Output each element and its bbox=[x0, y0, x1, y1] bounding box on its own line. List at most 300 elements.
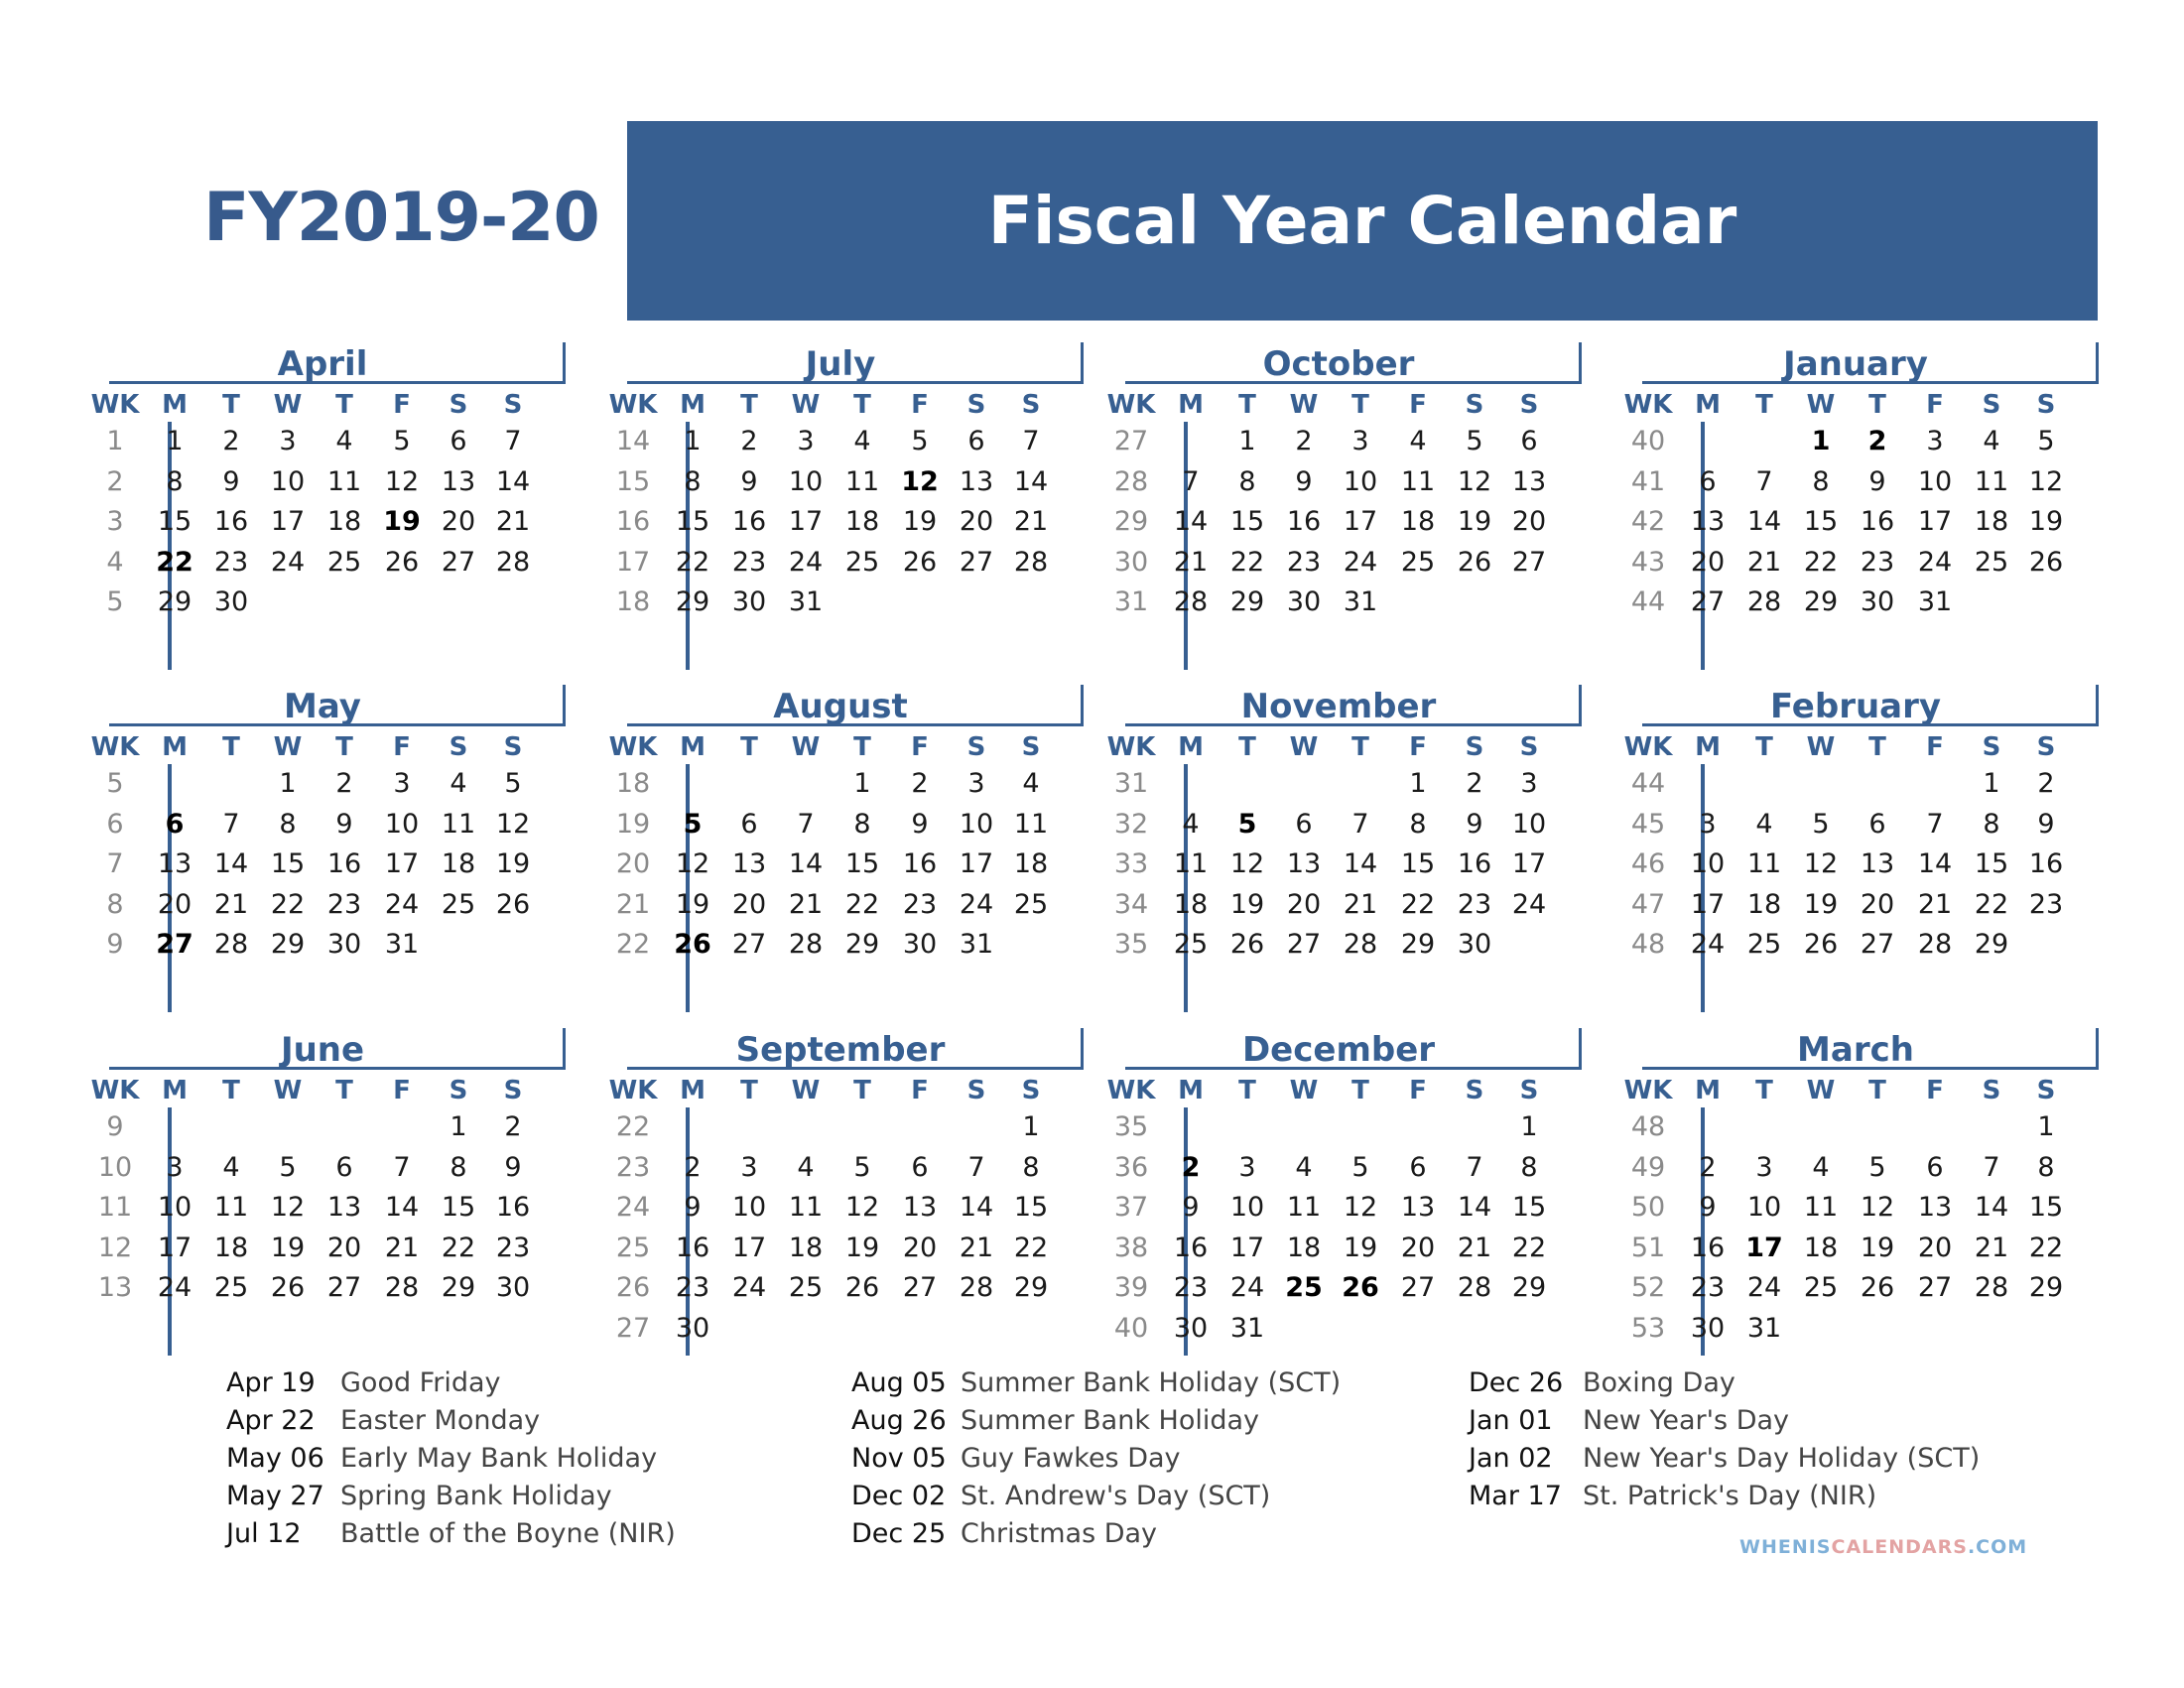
day-cell[interactable]: 9 bbox=[684, 1192, 702, 1223]
day-cell[interactable]: 24 bbox=[270, 546, 306, 578]
day-cell[interactable]: 28 bbox=[1013, 546, 1049, 578]
day-cell[interactable]: 14 bbox=[788, 848, 824, 879]
day-cell[interactable]: 2 bbox=[222, 426, 240, 456]
day-cell[interactable]: 23 bbox=[1860, 546, 1895, 578]
day-cell[interactable]: 12 bbox=[1457, 465, 1492, 497]
day-cell[interactable]: 4 bbox=[1022, 768, 1040, 799]
day-cell[interactable]: 26 bbox=[1342, 1272, 1379, 1303]
day-cell[interactable]: 28 bbox=[1343, 929, 1378, 960]
day-cell[interactable]: 8 bbox=[1238, 465, 1256, 497]
day-cell[interactable]: 26 bbox=[384, 546, 420, 578]
day-cell[interactable]: 28 bbox=[1746, 586, 1782, 617]
day-cell[interactable]: 22 bbox=[156, 546, 193, 578]
day-cell[interactable]: 20 bbox=[1860, 888, 1895, 920]
day-cell[interactable]: 14 bbox=[1173, 506, 1209, 537]
day-cell[interactable]: 7 bbox=[1182, 465, 1200, 497]
day-cell[interactable]: 24 bbox=[1511, 888, 1547, 920]
day-cell[interactable]: 17 bbox=[1690, 888, 1726, 920]
day-cell[interactable]: 19 bbox=[1229, 888, 1265, 920]
day-cell[interactable]: 18 bbox=[1974, 506, 2009, 537]
day-cell[interactable]: 7 bbox=[1351, 808, 1369, 840]
day-cell[interactable]: 26 bbox=[1860, 1272, 1895, 1303]
day-cell[interactable]: 11 bbox=[788, 1192, 824, 1223]
day-cell[interactable]: 29 bbox=[675, 586, 710, 617]
day-cell[interactable]: 14 bbox=[213, 848, 249, 879]
day-cell[interactable]: 6 bbox=[1926, 1151, 1944, 1183]
day-cell[interactable]: 9 bbox=[1868, 465, 1886, 497]
day-cell[interactable]: 8 bbox=[1520, 1151, 1538, 1183]
day-cell[interactable]: 15 bbox=[441, 1192, 476, 1223]
day-cell[interactable]: 16 bbox=[2028, 848, 2064, 879]
day-cell[interactable]: 22 bbox=[2028, 1232, 2064, 1263]
day-cell[interactable]: 6 bbox=[165, 808, 185, 840]
day-cell[interactable]: 13 bbox=[1690, 506, 1726, 537]
day-cell[interactable]: 8 bbox=[166, 465, 184, 497]
day-cell[interactable]: 15 bbox=[270, 848, 306, 879]
day-cell[interactable]: 10 bbox=[1690, 848, 1726, 879]
day-cell[interactable]: 28 bbox=[384, 1272, 420, 1303]
day-cell[interactable]: 23 bbox=[1286, 546, 1322, 578]
day-cell[interactable]: 3 bbox=[166, 1151, 184, 1183]
day-cell[interactable]: 18 bbox=[1013, 848, 1049, 879]
day-cell[interactable]: 19 bbox=[1803, 888, 1839, 920]
day-cell[interactable]: 6 bbox=[1295, 808, 1313, 840]
day-cell[interactable]: 18 bbox=[844, 506, 880, 537]
day-cell[interactable]: 5 bbox=[911, 426, 929, 456]
day-cell[interactable]: 11 bbox=[844, 465, 880, 497]
day-cell[interactable]: 3 bbox=[1699, 808, 1717, 840]
day-cell[interactable]: 8 bbox=[2037, 1151, 2055, 1183]
day-cell[interactable]: 6 bbox=[1409, 1151, 1427, 1183]
day-cell[interactable]: 3 bbox=[1351, 426, 1369, 456]
day-cell[interactable]: 13 bbox=[902, 1192, 938, 1223]
day-cell[interactable]: 24 bbox=[959, 888, 994, 920]
day-cell[interactable]: 30 bbox=[1173, 1312, 1209, 1344]
day-cell[interactable]: 5 bbox=[279, 1151, 297, 1183]
day-cell[interactable]: 14 bbox=[1343, 848, 1378, 879]
day-cell[interactable]: 29 bbox=[1974, 929, 2009, 960]
day-cell[interactable]: 28 bbox=[1457, 1272, 1492, 1303]
day-cell[interactable]: 9 bbox=[911, 808, 929, 840]
day-cell[interactable]: 31 bbox=[384, 929, 420, 960]
day-cell[interactable]: 17 bbox=[1917, 506, 1953, 537]
day-cell[interactable]: 7 bbox=[1755, 465, 1773, 497]
day-cell[interactable]: 17 bbox=[1511, 848, 1547, 879]
day-cell[interactable]: 29 bbox=[157, 586, 193, 617]
day-cell[interactable]: 24 bbox=[1917, 546, 1953, 578]
day-cell[interactable]: 19 bbox=[270, 1232, 306, 1263]
day-cell[interactable]: 13 bbox=[1511, 465, 1547, 497]
day-cell[interactable]: 7 bbox=[504, 426, 522, 456]
day-cell[interactable]: 10 bbox=[1746, 1192, 1782, 1223]
day-cell[interactable]: 30 bbox=[1690, 1312, 1726, 1344]
day-cell[interactable]: 1 bbox=[684, 426, 702, 456]
day-cell[interactable]: 5 bbox=[683, 808, 703, 840]
day-cell[interactable]: 8 bbox=[853, 808, 871, 840]
day-cell[interactable]: 7 bbox=[967, 1151, 985, 1183]
day-cell[interactable]: 6 bbox=[740, 808, 758, 840]
day-cell[interactable]: 11 bbox=[1400, 465, 1436, 497]
day-cell[interactable]: 25 bbox=[1746, 929, 1782, 960]
day-cell[interactable]: 1 bbox=[2037, 1111, 2055, 1142]
day-cell[interactable]: 19 bbox=[1457, 506, 1492, 537]
day-cell[interactable]: 15 bbox=[1511, 1192, 1547, 1223]
day-cell[interactable]: 27 bbox=[902, 1272, 938, 1303]
day-cell[interactable]: 9 bbox=[740, 465, 758, 497]
day-cell[interactable]: 27 bbox=[959, 546, 994, 578]
day-cell[interactable]: 27 bbox=[1286, 929, 1322, 960]
day-cell[interactable]: 19 bbox=[844, 1232, 880, 1263]
day-cell[interactable]: 26 bbox=[270, 1272, 306, 1303]
day-cell[interactable]: 29 bbox=[2028, 1272, 2064, 1303]
day-cell[interactable]: 9 bbox=[1466, 808, 1483, 840]
day-cell[interactable]: 10 bbox=[731, 1192, 767, 1223]
day-cell[interactable]: 15 bbox=[157, 506, 193, 537]
day-cell[interactable]: 6 bbox=[335, 1151, 353, 1183]
day-cell[interactable]: 2 bbox=[335, 768, 353, 799]
day-cell[interactable]: 12 bbox=[844, 1192, 880, 1223]
day-cell[interactable]: 18 bbox=[1803, 1232, 1839, 1263]
day-cell[interactable]: 29 bbox=[1229, 586, 1265, 617]
day-cell[interactable]: 17 bbox=[731, 1232, 767, 1263]
day-cell[interactable]: 21 bbox=[1746, 546, 1782, 578]
day-cell[interactable]: 11 bbox=[1746, 848, 1782, 879]
day-cell[interactable]: 11 bbox=[326, 465, 362, 497]
day-cell[interactable]: 27 bbox=[441, 546, 476, 578]
day-cell[interactable]: 26 bbox=[674, 929, 711, 960]
day-cell[interactable]: 31 bbox=[1229, 1312, 1265, 1344]
day-cell[interactable]: 18 bbox=[1400, 506, 1436, 537]
day-cell[interactable]: 10 bbox=[1511, 808, 1547, 840]
day-cell[interactable]: 29 bbox=[1511, 1272, 1547, 1303]
day-cell[interactable]: 26 bbox=[1457, 546, 1492, 578]
day-cell[interactable]: 18 bbox=[1286, 1232, 1322, 1263]
day-cell[interactable]: 10 bbox=[1917, 465, 1953, 497]
day-cell[interactable]: 21 bbox=[384, 1232, 420, 1263]
day-cell[interactable]: 2 bbox=[504, 1111, 522, 1142]
day-cell[interactable]: 9 bbox=[222, 465, 240, 497]
day-cell[interactable]: 21 bbox=[788, 888, 824, 920]
day-cell[interactable]: 16 bbox=[1690, 1232, 1726, 1263]
day-cell[interactable]: 23 bbox=[495, 1232, 531, 1263]
day-cell[interactable]: 23 bbox=[731, 546, 767, 578]
day-cell[interactable]: 27 bbox=[731, 929, 767, 960]
day-cell[interactable]: 1 bbox=[1520, 1111, 1538, 1142]
day-cell[interactable]: 30 bbox=[1457, 929, 1492, 960]
day-cell[interactable]: 14 bbox=[1457, 1192, 1492, 1223]
day-cell[interactable]: 1 bbox=[279, 768, 297, 799]
day-cell[interactable]: 4 bbox=[450, 768, 467, 799]
day-cell[interactable]: 8 bbox=[450, 1151, 467, 1183]
day-cell[interactable]: 12 bbox=[270, 1192, 306, 1223]
day-cell[interactable]: 14 bbox=[1013, 465, 1049, 497]
day-cell[interactable]: 4 bbox=[222, 1151, 240, 1183]
day-cell[interactable]: 16 bbox=[1860, 506, 1895, 537]
day-cell[interactable]: 4 bbox=[1755, 808, 1773, 840]
day-cell[interactable]: 18 bbox=[1173, 888, 1209, 920]
day-cell[interactable]: 2 bbox=[1181, 1151, 1201, 1183]
day-cell[interactable]: 5 bbox=[1868, 1151, 1886, 1183]
day-cell[interactable]: 24 bbox=[1746, 1272, 1782, 1303]
day-cell[interactable]: 31 bbox=[959, 929, 994, 960]
day-cell[interactable]: 24 bbox=[384, 888, 420, 920]
day-cell[interactable]: 6 bbox=[1699, 465, 1717, 497]
day-cell[interactable]: 27 bbox=[326, 1272, 362, 1303]
day-cell[interactable]: 7 bbox=[1466, 1151, 1483, 1183]
day-cell[interactable]: 3 bbox=[393, 768, 411, 799]
day-cell[interactable]: 15 bbox=[675, 506, 710, 537]
day-cell[interactable]: 20 bbox=[1511, 506, 1547, 537]
day-cell[interactable]: 23 bbox=[675, 1272, 710, 1303]
day-cell[interactable]: 29 bbox=[844, 929, 880, 960]
day-cell[interactable]: 15 bbox=[1974, 848, 2009, 879]
day-cell[interactable]: 8 bbox=[1409, 808, 1427, 840]
day-cell[interactable]: 14 bbox=[1917, 848, 1953, 879]
day-cell[interactable]: 9 bbox=[1699, 1192, 1717, 1223]
day-cell[interactable]: 30 bbox=[1860, 586, 1895, 617]
day-cell[interactable]: 8 bbox=[1812, 465, 1830, 497]
day-cell[interactable]: 13 bbox=[1917, 1192, 1953, 1223]
day-cell[interactable]: 13 bbox=[1860, 848, 1895, 879]
day-cell[interactable]: 17 bbox=[1745, 1232, 1783, 1263]
day-cell[interactable]: 4 bbox=[335, 426, 353, 456]
day-cell[interactable]: 3 bbox=[797, 426, 815, 456]
day-cell[interactable]: 25 bbox=[788, 1272, 824, 1303]
day-cell[interactable]: 23 bbox=[902, 888, 938, 920]
day-cell[interactable]: 16 bbox=[1457, 848, 1492, 879]
day-cell[interactable]: 29 bbox=[1803, 586, 1839, 617]
day-cell[interactable]: 22 bbox=[1511, 1232, 1547, 1263]
day-cell[interactable]: 22 bbox=[844, 888, 880, 920]
day-cell[interactable]: 17 bbox=[270, 506, 306, 537]
day-cell[interactable]: 18 bbox=[788, 1232, 824, 1263]
day-cell[interactable]: 25 bbox=[441, 888, 476, 920]
day-cell[interactable]: 6 bbox=[450, 426, 467, 456]
day-cell[interactable]: 27 bbox=[1511, 546, 1547, 578]
day-cell[interactable]: 26 bbox=[1803, 929, 1839, 960]
day-cell[interactable]: 28 bbox=[1917, 929, 1953, 960]
day-cell[interactable]: 27 bbox=[1690, 586, 1726, 617]
day-cell[interactable]: 19 bbox=[902, 506, 938, 537]
day-cell[interactable]: 22 bbox=[1013, 1232, 1049, 1263]
day-cell[interactable]: 27 bbox=[1917, 1272, 1953, 1303]
day-cell[interactable]: 30 bbox=[326, 929, 362, 960]
day-cell[interactable]: 20 bbox=[1286, 888, 1322, 920]
day-cell[interactable]: 2 bbox=[684, 1151, 702, 1183]
day-cell[interactable]: 12 bbox=[495, 808, 531, 840]
day-cell[interactable]: 6 bbox=[967, 426, 985, 456]
day-cell[interactable]: 18 bbox=[441, 848, 476, 879]
day-cell[interactable]: 26 bbox=[495, 888, 531, 920]
day-cell[interactable]: 1 bbox=[1022, 1111, 1040, 1142]
day-cell[interactable]: 30 bbox=[675, 1312, 710, 1344]
day-cell[interactable]: 25 bbox=[213, 1272, 249, 1303]
day-cell[interactable]: 26 bbox=[902, 546, 938, 578]
day-cell[interactable]: 29 bbox=[1013, 1272, 1049, 1303]
day-cell[interactable]: 19 bbox=[495, 848, 531, 879]
day-cell[interactable]: 16 bbox=[1286, 506, 1322, 537]
day-cell[interactable]: 25 bbox=[844, 546, 880, 578]
day-cell[interactable]: 2 bbox=[2037, 768, 2055, 799]
day-cell[interactable]: 8 bbox=[684, 465, 702, 497]
day-cell[interactable]: 30 bbox=[902, 929, 938, 960]
day-cell[interactable]: 28 bbox=[959, 1272, 994, 1303]
day-cell[interactable]: 24 bbox=[1343, 546, 1378, 578]
day-cell[interactable]: 5 bbox=[393, 426, 411, 456]
day-cell[interactable]: 19 bbox=[1343, 1232, 1378, 1263]
day-cell[interactable]: 4 bbox=[1295, 1151, 1313, 1183]
day-cell[interactable]: 2 bbox=[1466, 768, 1483, 799]
day-cell[interactable]: 16 bbox=[495, 1192, 531, 1223]
day-cell[interactable]: 27 bbox=[156, 929, 193, 960]
day-cell[interactable]: 10 bbox=[788, 465, 824, 497]
day-cell[interactable]: 11 bbox=[213, 1192, 249, 1223]
day-cell[interactable]: 25 bbox=[1974, 546, 2009, 578]
day-cell[interactable]: 23 bbox=[1690, 1272, 1726, 1303]
day-cell[interactable]: 31 bbox=[1343, 586, 1378, 617]
day-cell[interactable]: 26 bbox=[1229, 929, 1265, 960]
day-cell[interactable]: 12 bbox=[1343, 1192, 1378, 1223]
day-cell[interactable]: 13 bbox=[1286, 848, 1322, 879]
day-cell[interactable]: 12 bbox=[2028, 465, 2064, 497]
day-cell[interactable]: 7 bbox=[1926, 808, 1944, 840]
day-cell[interactable]: 9 bbox=[1182, 1192, 1200, 1223]
day-cell[interactable]: 17 bbox=[1229, 1232, 1265, 1263]
day-cell[interactable]: 20 bbox=[1917, 1232, 1953, 1263]
day-cell[interactable]: 17 bbox=[157, 1232, 193, 1263]
day-cell[interactable]: 24 bbox=[731, 1272, 767, 1303]
day-cell[interactable]: 21 bbox=[1917, 888, 1953, 920]
day-cell[interactable]: 14 bbox=[959, 1192, 994, 1223]
day-cell[interactable]: 6 bbox=[911, 1151, 929, 1183]
day-cell[interactable]: 7 bbox=[393, 1151, 411, 1183]
day-cell[interactable]: 26 bbox=[2028, 546, 2064, 578]
day-cell[interactable]: 17 bbox=[1343, 506, 1378, 537]
day-cell[interactable]: 11 bbox=[441, 808, 476, 840]
day-cell[interactable]: 5 bbox=[853, 1151, 871, 1183]
day-cell[interactable]: 3 bbox=[1926, 426, 1944, 456]
day-cell[interactable]: 9 bbox=[1295, 465, 1313, 497]
day-cell[interactable]: 13 bbox=[959, 465, 994, 497]
day-cell[interactable]: 22 bbox=[1229, 546, 1265, 578]
day-cell[interactable]: 22 bbox=[1974, 888, 2009, 920]
day-cell[interactable]: 10 bbox=[1343, 465, 1378, 497]
day-cell[interactable]: 10 bbox=[270, 465, 306, 497]
day-cell[interactable]: 5 bbox=[2037, 426, 2055, 456]
day-cell[interactable]: 11 bbox=[1286, 1192, 1322, 1223]
day-cell[interactable]: 25 bbox=[1013, 888, 1049, 920]
day-cell[interactable]: 14 bbox=[495, 465, 531, 497]
day-cell[interactable]: 30 bbox=[495, 1272, 531, 1303]
day-cell[interactable]: 2 bbox=[740, 426, 758, 456]
day-cell[interactable]: 19 bbox=[1860, 1232, 1895, 1263]
day-cell[interactable]: 24 bbox=[788, 546, 824, 578]
day-cell[interactable]: 15 bbox=[1400, 848, 1436, 879]
day-cell[interactable]: 10 bbox=[959, 808, 994, 840]
day-cell[interactable]: 6 bbox=[1520, 426, 1538, 456]
day-cell[interactable]: 28 bbox=[1173, 586, 1209, 617]
day-cell[interactable]: 10 bbox=[384, 808, 420, 840]
day-cell[interactable]: 5 bbox=[1466, 426, 1483, 456]
day-cell[interactable]: 7 bbox=[797, 808, 815, 840]
day-cell[interactable]: 1 bbox=[450, 1111, 467, 1142]
day-cell[interactable]: 16 bbox=[326, 848, 362, 879]
day-cell[interactable]: 3 bbox=[967, 768, 985, 799]
day-cell[interactable]: 28 bbox=[213, 929, 249, 960]
day-cell[interactable]: 16 bbox=[675, 1232, 710, 1263]
day-cell[interactable]: 16 bbox=[902, 848, 938, 879]
day-cell[interactable]: 8 bbox=[1983, 808, 2000, 840]
day-cell[interactable]: 10 bbox=[157, 1192, 193, 1223]
day-cell[interactable]: 3 bbox=[1238, 1151, 1256, 1183]
day-cell[interactable]: 29 bbox=[1400, 929, 1436, 960]
day-cell[interactable]: 18 bbox=[213, 1232, 249, 1263]
day-cell[interactable]: 24 bbox=[157, 1272, 193, 1303]
day-cell[interactable]: 9 bbox=[504, 1151, 522, 1183]
day-cell[interactable]: 19 bbox=[383, 506, 421, 537]
day-cell[interactable]: 16 bbox=[731, 506, 767, 537]
day-cell[interactable]: 17 bbox=[384, 848, 420, 879]
day-cell[interactable]: 25 bbox=[1173, 929, 1209, 960]
day-cell[interactable]: 1 bbox=[1983, 768, 2000, 799]
day-cell[interactable]: 12 bbox=[384, 465, 420, 497]
day-cell[interactable]: 3 bbox=[1520, 768, 1538, 799]
day-cell[interactable]: 21 bbox=[959, 1232, 994, 1263]
day-cell[interactable]: 14 bbox=[1974, 1192, 2009, 1223]
day-cell[interactable]: 27 bbox=[1860, 929, 1895, 960]
day-cell[interactable]: 29 bbox=[270, 929, 306, 960]
day-cell[interactable]: 13 bbox=[1400, 1192, 1436, 1223]
day-cell[interactable]: 8 bbox=[279, 808, 297, 840]
day-cell[interactable]: 23 bbox=[1457, 888, 1492, 920]
day-cell[interactable]: 11 bbox=[1013, 808, 1049, 840]
day-cell[interactable]: 22 bbox=[1400, 888, 1436, 920]
day-cell[interactable]: 11 bbox=[1974, 465, 2009, 497]
day-cell[interactable]: 23 bbox=[326, 888, 362, 920]
day-cell[interactable]: 13 bbox=[731, 848, 767, 879]
day-cell[interactable]: 4 bbox=[853, 426, 871, 456]
day-cell[interactable]: 5 bbox=[1237, 808, 1257, 840]
day-cell[interactable]: 2 bbox=[1699, 1151, 1717, 1183]
day-cell[interactable]: 18 bbox=[326, 506, 362, 537]
day-cell[interactable]: 21 bbox=[213, 888, 249, 920]
day-cell[interactable]: 2 bbox=[911, 768, 929, 799]
day-cell[interactable]: 31 bbox=[1746, 1312, 1782, 1344]
day-cell[interactable]: 22 bbox=[270, 888, 306, 920]
day-cell[interactable]: 11 bbox=[1173, 848, 1209, 879]
day-cell[interactable]: 1 bbox=[1811, 426, 1831, 456]
day-cell[interactable]: 7 bbox=[222, 808, 240, 840]
day-cell[interactable]: 2 bbox=[1867, 426, 1887, 456]
day-cell[interactable]: 20 bbox=[902, 1232, 938, 1263]
day-cell[interactable]: 18 bbox=[1746, 888, 1782, 920]
day-cell[interactable]: 31 bbox=[788, 586, 824, 617]
day-cell[interactable]: 20 bbox=[157, 888, 193, 920]
day-cell[interactable]: 16 bbox=[213, 506, 249, 537]
day-cell[interactable]: 20 bbox=[326, 1232, 362, 1263]
day-cell[interactable]: 1 bbox=[1238, 426, 1256, 456]
day-cell[interactable]: 22 bbox=[441, 1232, 476, 1263]
day-cell[interactable]: 20 bbox=[1400, 1232, 1436, 1263]
day-cell[interactable]: 14 bbox=[384, 1192, 420, 1223]
day-cell[interactable]: 16 bbox=[1173, 1232, 1209, 1263]
day-cell[interactable]: 25 bbox=[1285, 1272, 1323, 1303]
day-cell[interactable]: 4 bbox=[1812, 1151, 1830, 1183]
day-cell[interactable]: 24 bbox=[1229, 1272, 1265, 1303]
day-cell[interactable]: 8 bbox=[1022, 1151, 1040, 1183]
day-cell[interactable]: 13 bbox=[157, 848, 193, 879]
day-cell[interactable]: 21 bbox=[1974, 1232, 2009, 1263]
